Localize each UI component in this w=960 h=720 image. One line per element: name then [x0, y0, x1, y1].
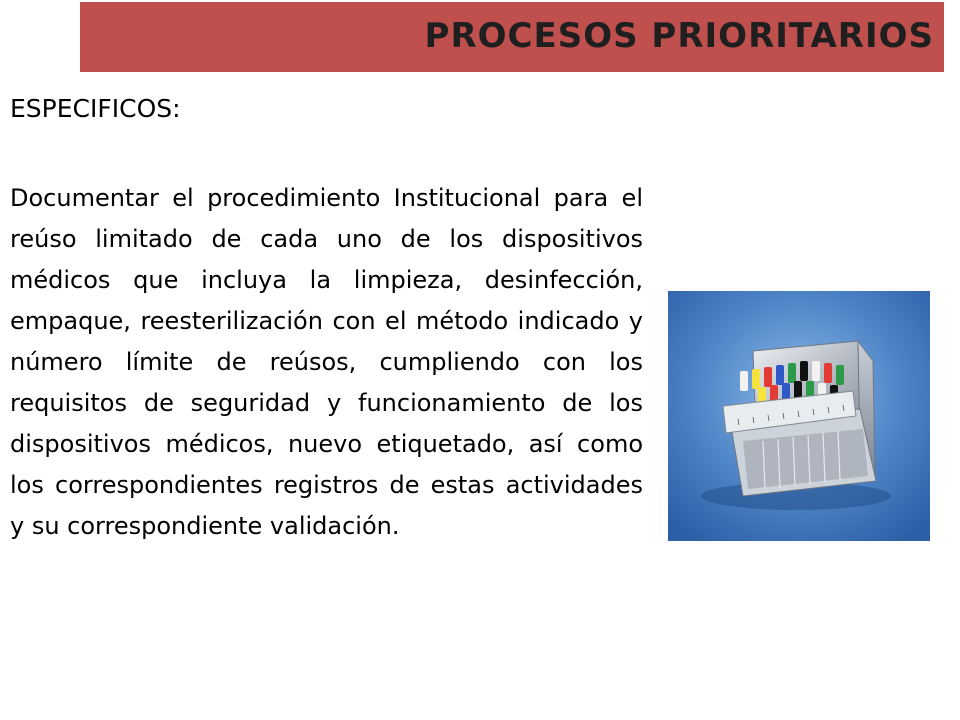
title-bar	[80, 2, 944, 72]
endodontic-stand-photo	[668, 291, 930, 541]
slide-title: PROCESOS PRIORITARIOS	[424, 16, 934, 56]
section-label: ESPECIFICOS:	[10, 94, 181, 123]
body-paragraph: Documentar el procedimiento Institucional para el reúso limitado de cada uno de los dispositivos médicos que incluya la limpieza, desinfección, empaque, reesterilización con el método indicado y número límite de reúsos, cumpliendo con los requisitos de seguridad y funcionamiento de los dispositivos médicos, nuevo etiquetado, así como los correspondientes registros de estas actividades y su correspondiente validación.	[10, 184, 643, 540]
